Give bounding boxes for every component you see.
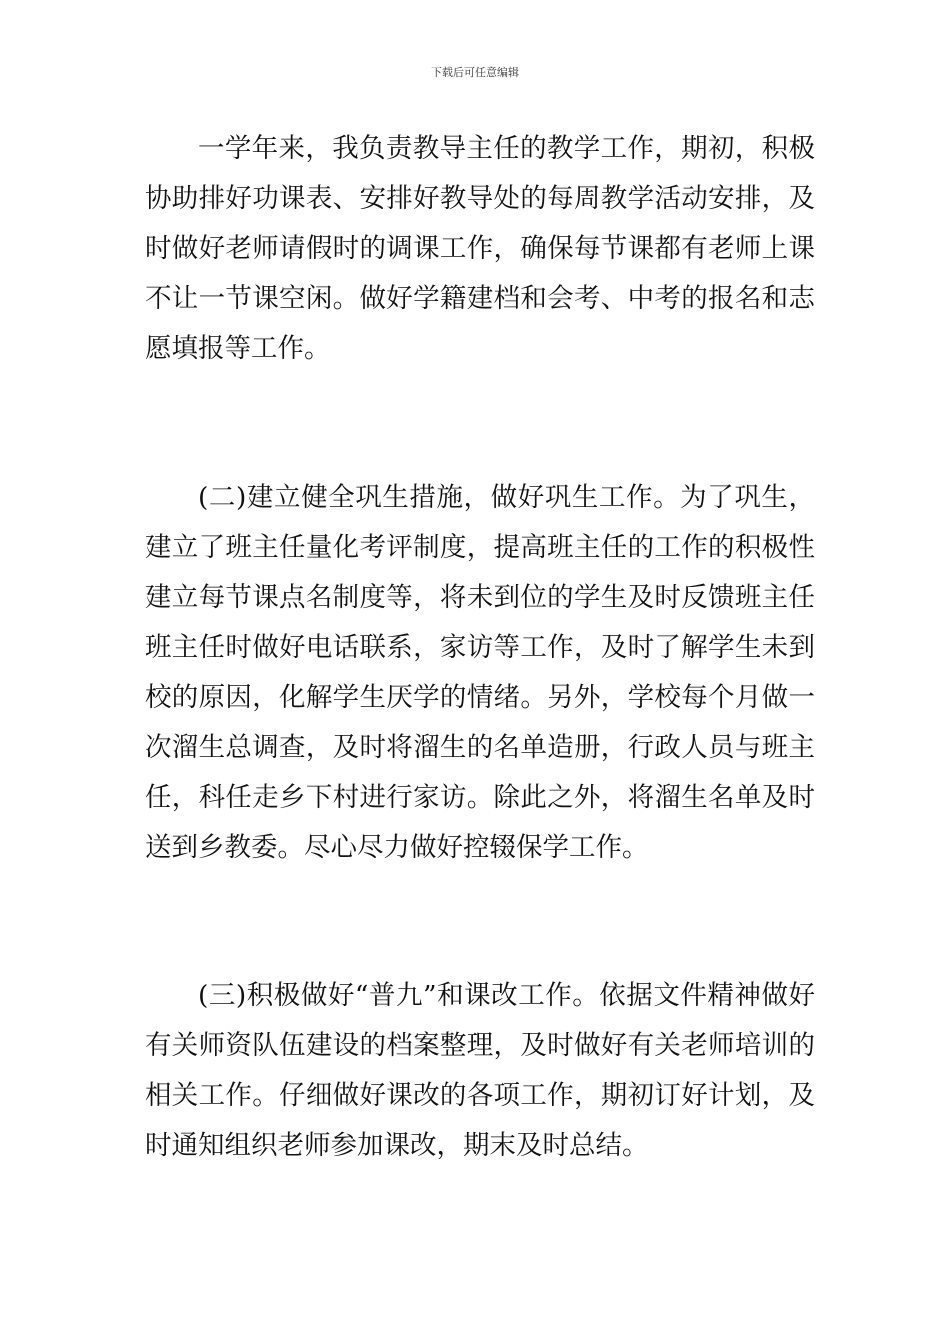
page-header: 下载后可任意编辑 bbox=[431, 66, 519, 79]
paragraph-teaching-work: 一学年来，我负责教导主任的教学工作，期初，积极协助排好功课表、安排好教导处的每周教学活动安排，及时做好老师请假时的调课工作，确保每节课都有老师上课不让一节课空闲。做好学籍建档和会考、中考的报名和志愿填报等工作。 bbox=[145, 133, 815, 364]
paragraph-curriculum-reform: (三)积极做好“普九”和课改工作。依据文件精神做好有关师资队伍建设的档案整理，及时做好有关老师培训的相关工作。仔细做好课改的各项工作，期初订好计划，及时通知组织老师参加课改，期末及时总结。 bbox=[145, 980, 815, 1161]
paragraph-student-retention: (二)建立健全巩生措施，做好巩生工作。为了巩生，建立了班主任量化考评制度，提高班主任的工作的积极性建立每节课点名制度等，将未到位的学生及时反馈班主任班主任时做好电话联系，家访等工作，及时了解学生未到校的原因，化解学生厌学的情绪。另外，学校每个月做一次溜生总调查，及时将溜生的名单造册，行政人员与班主任，科任走乡下村进行家访。除此之外，将溜生名单及时送到乡教委。尽心尽力做好控辍保学工作。 bbox=[145, 482, 815, 863]
